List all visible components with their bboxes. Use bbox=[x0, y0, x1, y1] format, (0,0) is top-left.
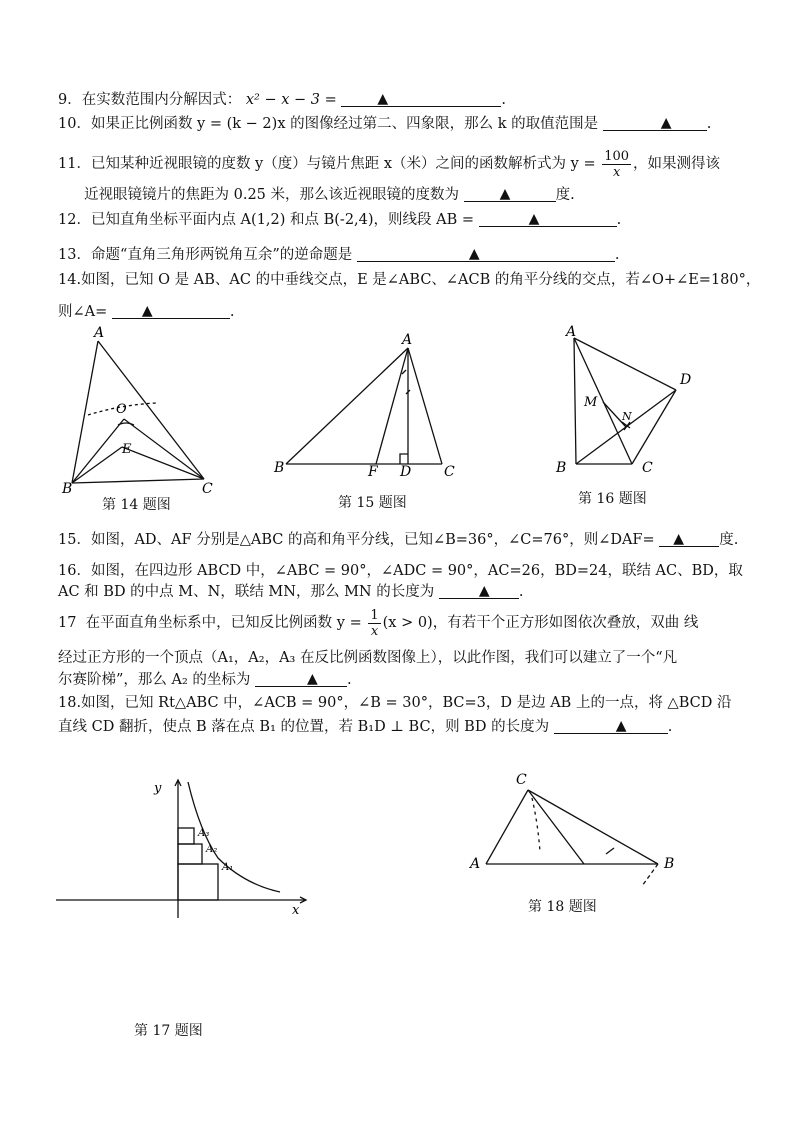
question-14: 14.如图，已知 O 是 AB、AC 的中垂线交点，E 是∠ABC、∠ACB 的角平分线的交点，若∠O+∠E=180°， bbox=[58, 272, 761, 288]
question-17-line2: 经过正方形的一个顶点（A₁，A₂，A₃ 在反比例函数图像上），以此作图，我们可以建立了一个“凡 bbox=[58, 650, 678, 666]
label-f: F bbox=[368, 464, 378, 480]
question-16: 16．如图，在四边形 ABCD 中，∠ABC = 90°，∠ADC = 90°，AC=26，BD=24，联结 AC、BD，取 bbox=[58, 563, 743, 579]
figure-14 bbox=[60, 325, 230, 495]
label-a1: A₁ bbox=[222, 862, 234, 873]
figure-18-caption: 第 18 题图 bbox=[528, 899, 597, 915]
answer-blank[interactable]: ▲ bbox=[464, 185, 556, 202]
segment-ab bbox=[286, 348, 408, 464]
answer-blank[interactable]: ▲ bbox=[479, 210, 617, 227]
question-18-line2: 直线 CD 翻折，使点 B 落在点 B₁ 的位置，若 B₁D ⊥ BC，则 BD 的长度为 ▲ . bbox=[58, 718, 673, 735]
figure-15 bbox=[272, 330, 462, 480]
figure-16-caption: 第 16 题图 bbox=[578, 491, 647, 507]
label-x: x bbox=[292, 903, 300, 918]
segment-ab bbox=[72, 341, 98, 483]
answer-blank[interactable]: ▲ bbox=[659, 530, 719, 547]
figure-16 bbox=[552, 322, 702, 478]
segment-ac bbox=[408, 348, 442, 464]
square-1 bbox=[178, 864, 218, 900]
question-13: 13．命题“直角三角形两锐角互余”的逆命题是 ▲ . bbox=[58, 246, 620, 263]
label-a3: A₃ bbox=[198, 828, 210, 839]
label-c: C bbox=[202, 481, 213, 495]
figure-17-caption: 第 17 题图 bbox=[134, 1023, 203, 1039]
figure-15-caption: 第 15 题图 bbox=[338, 495, 407, 511]
label-n: N bbox=[622, 410, 632, 423]
segment-ad bbox=[574, 338, 676, 390]
question-18: 18.如图，已知 Rt△ABC 中，∠ACB = 90°，∠B = 30°，BC=3，D 是边 AB 上的一点，将 △BCD 沿 bbox=[58, 695, 732, 711]
fraction: $\frac{1}{x}$ bbox=[370, 607, 379, 639]
segment-ab bbox=[574, 338, 576, 464]
question-11: 11．已知某种近视眼镜的度数 y（度）与镜片焦距 x（米）之间的函数解析式为 y = $\frac{100}{x}$ ，如果测得该 bbox=[58, 148, 721, 180]
label-b: B bbox=[62, 481, 73, 495]
question-10: 10．如果正比例函数 y = (k − 2)x 的图像经过第二、四象限，那么 k 的取值范围是 ▲ . bbox=[58, 115, 712, 132]
question-14-line2: 则∠A= ▲ . bbox=[58, 303, 235, 320]
segment-ac bbox=[574, 338, 632, 464]
label-b: B bbox=[664, 856, 675, 872]
segment-bc bbox=[72, 479, 204, 483]
question-17: 17 在平面直角坐标系中，已知反比例函数 y = $\frac{1}{x}$ (x > 0)，有若干个正方形如图依次叠放，双曲 线 bbox=[58, 607, 699, 639]
segment-cd bbox=[528, 790, 584, 864]
label-a2: A₂ bbox=[206, 844, 218, 855]
answer-blank[interactable]: ▲ bbox=[554, 717, 668, 734]
figure-14-caption: 第 14 题图 bbox=[102, 497, 171, 513]
segment-cb bbox=[528, 790, 658, 864]
question-11-line2: 近视眼镜镜片的焦距为 0.25 米，那么该近视眼镜的度数为 ▲ 度. bbox=[84, 186, 575, 203]
answer-blank[interactable]: ▲ bbox=[439, 582, 519, 599]
label-b: B bbox=[556, 460, 567, 476]
figure-17 bbox=[54, 772, 314, 922]
label-a: A bbox=[94, 325, 105, 341]
label-a: A bbox=[470, 856, 481, 872]
label-m: M bbox=[584, 395, 598, 410]
question-17-line3: 尔赛阶梯”，那么 A₂ 的坐标为 ▲ . bbox=[58, 671, 352, 688]
question-9: 9．在实数范围内分解因式： x² − x − 3 = ▲ . bbox=[58, 91, 506, 108]
answer-blank[interactable]: ▲ bbox=[603, 114, 707, 131]
label-c: C bbox=[642, 460, 653, 476]
segment-cd bbox=[632, 390, 676, 464]
segment-ca bbox=[486, 790, 528, 864]
figure-18 bbox=[466, 768, 696, 888]
question-12: 12．已知直角坐标平面内点 A(1,2) 和点 B(-2,4)，则线段 AB = ▲ . bbox=[58, 211, 622, 228]
label-a: A bbox=[566, 324, 577, 340]
label-c: C bbox=[444, 464, 455, 480]
label-o: O bbox=[116, 402, 127, 417]
question-16-line2: AC 和 BD 的中点 M、N，联结 MN，那么 MN 的长度为 ▲ . bbox=[58, 583, 524, 600]
answer-blank[interactable]: ▲ bbox=[357, 245, 615, 262]
label-e: E bbox=[122, 442, 132, 457]
label-y: y bbox=[154, 781, 162, 796]
fraction: $\frac{100}{x}$ bbox=[604, 148, 630, 180]
label-b: B bbox=[274, 460, 285, 476]
segment-af bbox=[376, 348, 408, 464]
square-2 bbox=[178, 844, 202, 864]
question-15: 15．如图，AD、AF 分别是△ABC 的高和角平分线，已知∠B=36°，∠C=76°，则∠DAF= ▲ 度. bbox=[58, 531, 739, 548]
label-d: D bbox=[680, 372, 692, 388]
square-3 bbox=[178, 828, 194, 844]
answer-blank[interactable]: ▲ bbox=[341, 90, 501, 107]
label-c: C bbox=[516, 772, 527, 788]
answer-blank[interactable]: ▲ bbox=[112, 302, 230, 319]
answer-blank[interactable]: ▲ bbox=[255, 670, 347, 687]
label-d: D bbox=[400, 464, 412, 480]
label-a: A bbox=[402, 332, 413, 348]
